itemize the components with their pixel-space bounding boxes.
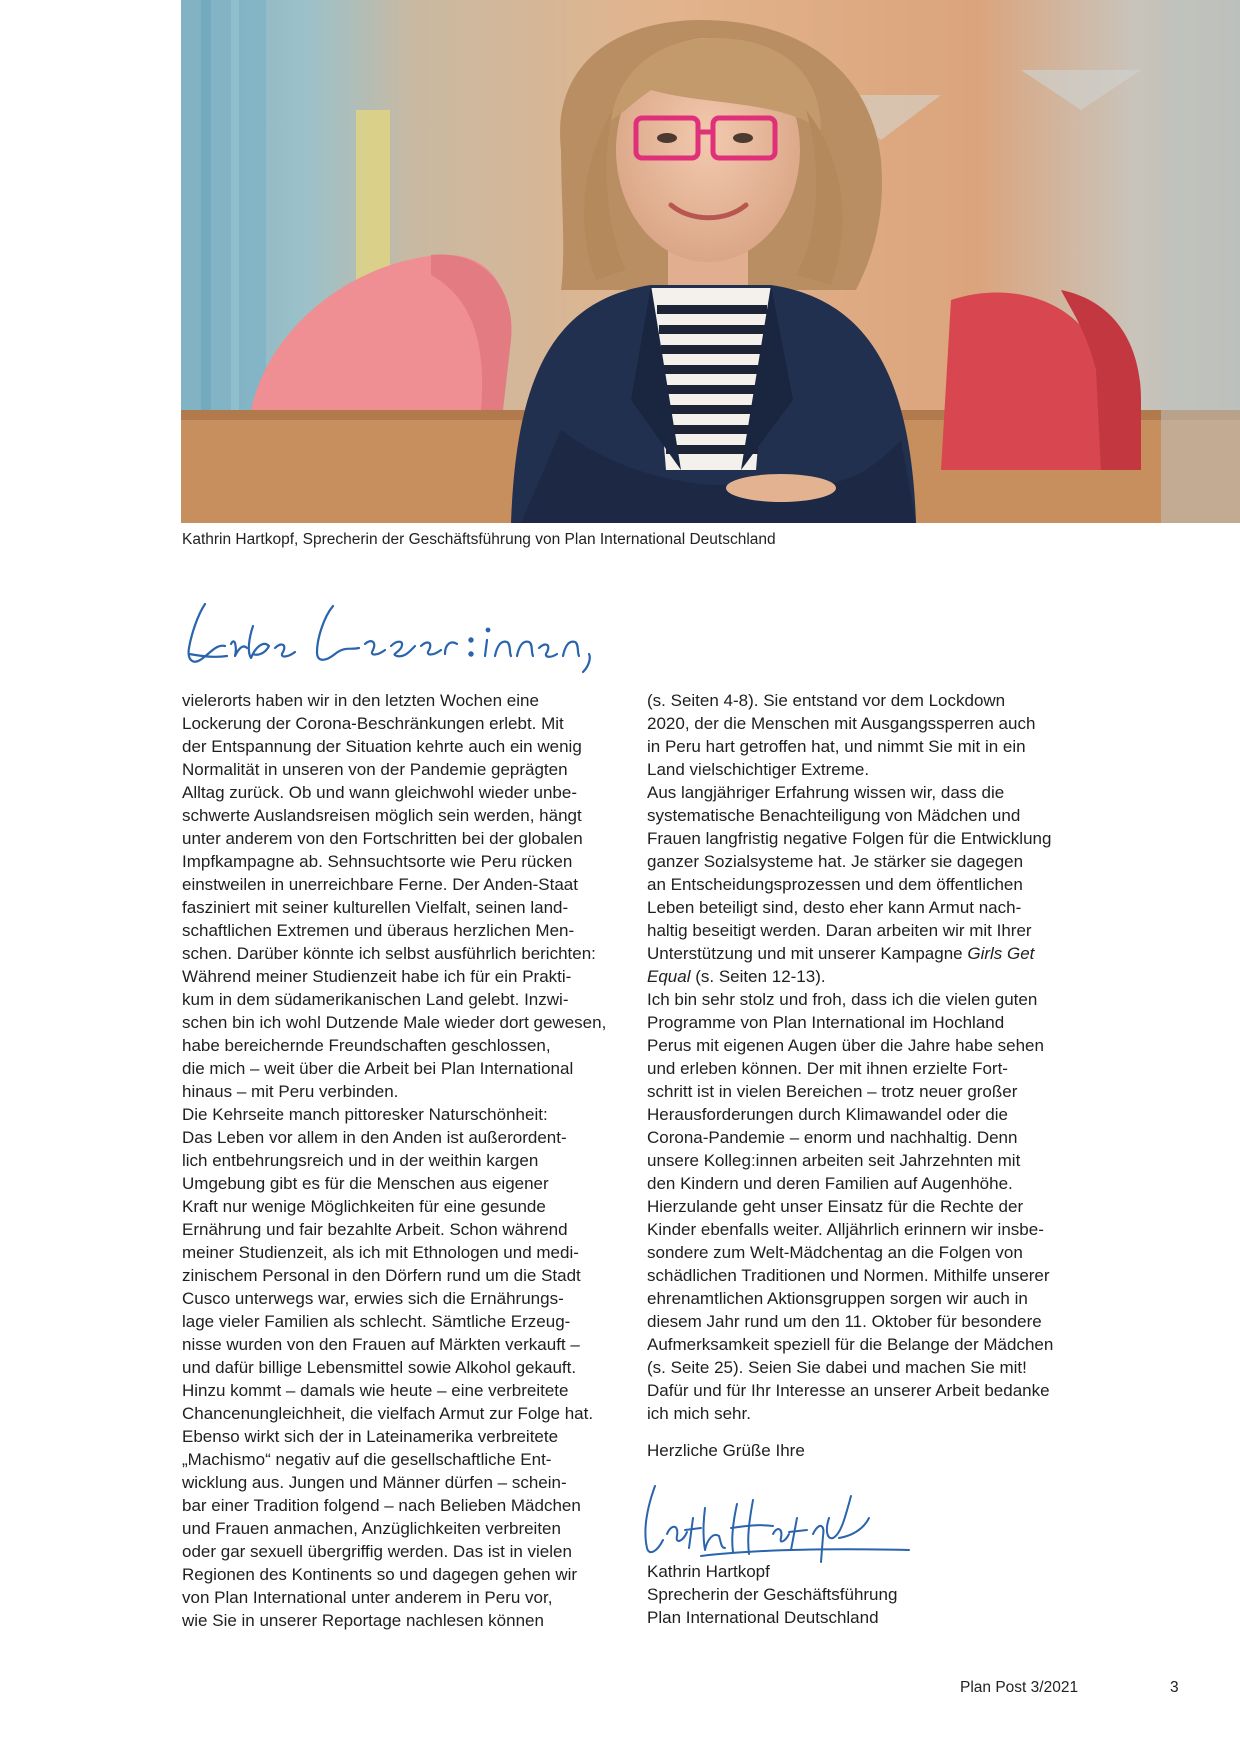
paragraph-line: Programme von Plan International im Hochland [647,1013,1005,1032]
paragraph-line [647,965,1079,988]
paragraph-line: und Frauen anmachen, Anzüglichkeiten verbreiten [182,1519,561,1538]
paragraph-line: vielerorts haben wir in den letzten Wochen eine [182,691,539,710]
paragraph-line: 2020, der die Menschen mit Ausgangssperren auch [647,714,1036,733]
paragraph-line: den Kindern und deren Familien auf Augenhöhe. [647,1174,1013,1193]
campaign-line-prefix: Unterstützung und mit unserer Kampagne [647,944,968,963]
paragraph-line: Die Kehrseite manch pittoresker Naturschönheit: [182,1105,548,1124]
paragraph-line: lich entbehrungsreich und in der weithin kargen [182,1151,539,1170]
page-number: 3 [1170,1679,1179,1696]
letter-right-column [647,689,1079,1462]
paragraph-line: sondere zum Welt-Mädchentag an die Folgen von [647,1243,1023,1262]
closing-greeting: Herzliche Grüße Ihre [647,1441,805,1460]
photo-caption: Kathrin Hartkopf, Sprecherin der Geschäftsführung von Plan International Deutschland [182,531,776,548]
paragraph-line: meiner Studienzeit, als ich mit Ethnologen und medi- [182,1243,579,1262]
paragraph-line [647,942,1079,965]
portrait-photo [181,0,1240,523]
publication-footer: Plan Post 3/2021 [960,1679,1079,1696]
paragraph-line: (s. Seite 25). Seien Sie dabei und machen Sie mit! [647,1358,1027,1377]
paragraph-line: Chancenungleichheit, die vielfach Armut zur Folge hat. [182,1404,594,1423]
paragraph-line: von Plan International unter anderem in Peru vor, [182,1588,553,1607]
paragraph-line: Perus mit eigenen Augen über die Jahre habe sehen [647,1036,1044,1055]
paragraph-line: Normalität in unseren von der Pandemie geprägten [182,760,568,779]
paragraph-line: die mich – weit über die Arbeit bei Plan International [182,1059,574,1078]
paragraph-line: Kraft nur wenige Möglichkeiten für eine gesunde [182,1197,546,1216]
paragraph-line: unter anderem von den Fortschritten bei der globalen [182,829,583,848]
letter-left-column [182,689,612,1632]
paragraph-line: Aufmerksamkeit speziell für die Belange der Mädchen [647,1335,1054,1354]
paragraph-line: Impfkampagne ab. Sehnsuchtsorte wie Peru rücken [182,852,573,871]
paragraph-line: habe bereichernde Freundschaften geschlossen, [182,1036,551,1055]
paragraph-line: Corona-Pandemie – enorm und nachhaltig. Denn [647,1128,1018,1147]
signer-name: Kathrin Hartkopf [647,1562,770,1581]
paragraph-line: schädlichen Traditionen und Normen. Mithilfe unserer [647,1266,1050,1285]
paragraph-line: Dafür und für Ihr Interesse an unserer Arbeit bedanke [647,1381,1050,1400]
paragraph-line: fasziniert mit seiner kulturellen Vielfalt, seinen land- [182,898,569,917]
paragraph-line: Cusco unterwegs war, erwies sich die Ernährungs- [182,1289,564,1308]
paragraph-line: Ebenso wirkt sich der in Lateinamerika verbreitete [182,1427,559,1446]
paragraph-line: wicklung aus. Jungen und Männer dürfen – schein- [182,1473,567,1492]
paragraph-line: Während meiner Studienzeit habe ich für ein Prakti- [182,967,572,986]
paragraph-line: zinischem Personal in den Dörfern rund um die Stadt [182,1266,581,1285]
signer-block [647,1560,897,1629]
paragraph-line: wie Sie in unserer Reportage nachlesen können [182,1611,544,1630]
paragraph-line: Land vielschichtiger Extreme. [647,760,870,779]
paragraph-line: lage vieler Familien als schlecht. Sämtliche Erzeug- [182,1312,571,1331]
paragraph-line: oder gar sexuell übergriffig werden. Das ist in vielen [182,1542,572,1561]
paragraph-line: diesem Jahr rund um den 11. Oktober für besondere [647,1312,1042,1331]
handwritten-salutation [183,596,603,678]
paragraph-line: Alltag zurück. Ob und wann gleichwohl wieder unbe- [182,783,578,802]
paragraph-line: bar einer Tradition folgend – nach Belieben Mädchen [182,1496,581,1515]
paragraph-line: „Machismo“ negativ auf die gesellschaftliche Ent- [182,1450,552,1469]
paragraph-line: und erleben können. Der mit ihnen erzielte Fort- [647,1059,1008,1078]
paragraph-line: systematische Benachteiligung von Mädchen und [647,806,1021,825]
paragraph-gap [647,1425,1079,1439]
paragraph-line: schritt ist in vielen Bereichen – trotz neuer großer [647,1082,1018,1101]
paragraph-line: unsere Kolleg:innen arbeiten seit Jahrzehnten mit [647,1151,1021,1170]
paragraph-line: Hinzu kommt – damals wie heute – eine verbreitete [182,1381,569,1400]
paragraph-line: schen. Darüber könnte ich selbst ausführlich berichten: [182,944,596,963]
paragraph-line: ganzer Sozialsysteme hat. Je stärker sie dagegen [647,852,1024,871]
signer-role: Sprecherin der Geschäftsführung [647,1585,898,1604]
paragraph-line: und dafür billige Lebensmittel sowie Alkohol gekauft. [182,1358,577,1377]
paragraph-line: Umgebung gibt es für die Menschen aus eigener [182,1174,549,1193]
paragraph-line: hinaus – mit Peru verbinden. [182,1082,399,1101]
campaign-name: Equal [647,967,691,986]
paragraph-line: ehrenamtlichen Aktionsgruppen sorgen wir auch in [647,1289,1028,1308]
campaign-line-suffix: (s. Seiten 12-13). [690,967,826,986]
paragraph-line: schwerte Auslandsreisen möglich sein werden, hängt [182,806,582,825]
paragraph-line: nisse wurden von den Frauen auf Märkten verkauft – [182,1335,580,1354]
handwritten-signature [641,1478,921,1570]
paragraph-line: an Entscheidungsprozessen und dem öffentlichen [647,875,1023,894]
paragraph-line: Kinder ebenfalls weiter. Alljährlich erinnern wir insbe- [647,1220,1044,1239]
campaign-name: Girls Get [967,944,1035,963]
paragraph-line: schaftlichen Extremen und überaus herzlichen Men- [182,921,575,940]
paragraph-line: der Entspannung der Situation kehrte auch ein wenig [182,737,582,756]
paragraph-line: haltig beseitigt werden. Daran arbeiten wir mit Ihrer [647,921,1032,940]
paragraph-line: (s. Seiten 4-8). Sie entstand vor dem Lockdown [647,691,1006,710]
paragraph-line: schen bin ich wohl Dutzende Male wieder dort gewesen, [182,1013,607,1032]
signer-organization: Plan International Deutschland [647,1608,879,1627]
paragraph-line: Ich bin sehr stolz und froh, dass ich die vielen guten [647,990,1038,1009]
paragraph-line: Regionen des Kontinents so und dagegen gehen wir [182,1565,578,1584]
paragraph-line: Lockerung der Corona-Beschränkungen erlebt. Mit [182,714,564,733]
paragraph-line: Frauen langfristig negative Folgen für die Entwicklung [647,829,1052,848]
paragraph-line: Aus langjähriger Erfahrung wissen wir, dass die [647,783,1005,802]
paragraph-line: in Peru hart getroffen hat, und nimmt Sie mit in ein [647,737,1026,756]
paragraph-line: Hierzulande geht unser Einsatz für die Rechte der [647,1197,1024,1216]
paragraph-line: ich mich sehr. [647,1404,751,1423]
paragraph-line: Leben beteiligt sind, desto eher kann Armut nach- [647,898,1022,917]
paragraph-line: kum in dem südamerikanischen Land gelebt. Inzwi- [182,990,569,1009]
paragraph-line: Das Leben vor allem in den Anden ist außerordent- [182,1128,567,1147]
paragraph-line: einstweilen in unerreichbare Ferne. Der Anden-Staat [182,875,578,894]
paragraph-line: Ernährung und fair bezahlte Arbeit. Schon während [182,1220,568,1239]
paragraph-line: Herausforderungen durch Klimawandel oder die [647,1105,1008,1124]
